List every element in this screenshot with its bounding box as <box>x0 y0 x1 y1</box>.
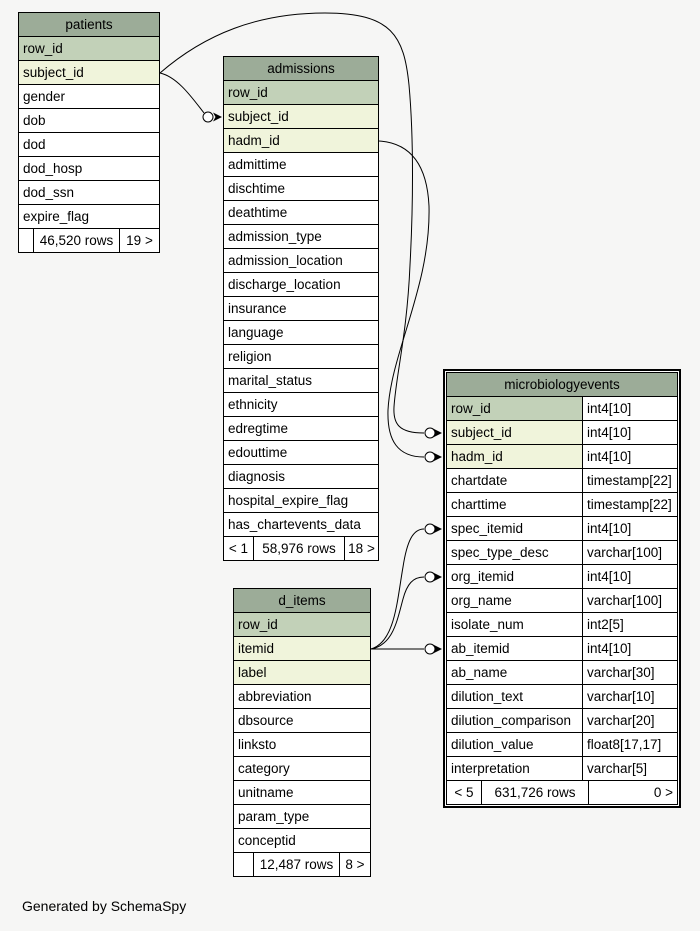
admissions-column-row-marital_status <box>224 369 378 393</box>
admissions-column-row-subject_id <box>224 105 378 129</box>
column-name: edregtime <box>224 417 378 440</box>
column-name: dod_ssn <box>19 181 159 204</box>
column-name: chartdate <box>447 469 582 492</box>
table-title-microbiologyevents[interactable]: microbiologyevents <box>447 373 677 397</box>
column-name: deathtime <box>224 201 378 224</box>
column-name: admission_type <box>224 225 378 248</box>
d_items-column-row-itemid <box>234 637 370 661</box>
column-name: param_type <box>234 805 370 828</box>
column-name: dob <box>19 109 159 132</box>
microbiologyevents-column-row-ab_name <box>447 661 677 685</box>
d_items-column-row-abbreviation <box>234 685 370 709</box>
endpoint-marker-microbiologyevents-hadm-id <box>425 452 442 462</box>
table-title-d-items[interactable]: d_items <box>234 589 370 613</box>
column-name: hadm_id <box>447 445 582 468</box>
column-type: int4[10] <box>582 517 677 540</box>
table-patients <box>18 12 160 253</box>
column-name: admittime <box>224 153 378 176</box>
column-name: discharge_location <box>224 273 378 296</box>
footer-row-count: 631,726 rows <box>481 781 588 804</box>
column-name: subject_id <box>447 421 582 444</box>
admissions-column-row-diagnosis <box>224 465 378 489</box>
column-name: itemid <box>234 637 370 660</box>
d_items-column-row-row_id <box>234 613 370 637</box>
column-type: varchar[100] <box>582 541 677 564</box>
endpoint-marker-admissions-subject-id <box>203 112 222 122</box>
column-type: varchar[30] <box>582 661 677 684</box>
admissions-column-row-edouttime <box>224 441 378 465</box>
column-type: varchar[100] <box>582 589 677 612</box>
microbiologyevents-column-row-isolate_num <box>447 613 677 637</box>
column-name: conceptid <box>234 829 370 852</box>
footer-prev-columns <box>234 853 253 876</box>
admissions-column-row-discharge_location <box>224 273 378 297</box>
column-type: timestamp[22] <box>582 469 677 492</box>
column-type: int2[5] <box>582 613 677 636</box>
microbiologyevents-column-row-subject_id <box>447 421 677 445</box>
patients-column-row-dod <box>19 133 159 157</box>
column-name: org_itemid <box>447 565 582 588</box>
admissions-column-row-deathtime <box>224 201 378 225</box>
patients-column-row-gender <box>19 85 159 109</box>
column-name: spec_itemid <box>447 517 582 540</box>
footer-row-count: 12,487 rows <box>253 853 339 876</box>
column-name: unitname <box>234 781 370 804</box>
microbiologyevents-column-row-chartdate <box>447 469 677 493</box>
column-name: isolate_num <box>447 613 582 636</box>
column-name: subject_id <box>224 105 378 128</box>
column-name: interpretation <box>447 757 582 780</box>
column-name: dod_hosp <box>19 157 159 180</box>
admissions-column-row-language <box>224 321 378 345</box>
d_items-column-row-conceptid <box>234 829 370 853</box>
column-name: ab_itemid <box>447 637 582 660</box>
admissions-column-row-admittime <box>224 153 378 177</box>
column-type: int4[10] <box>582 565 677 588</box>
column-name: hadm_id <box>224 129 378 152</box>
column-name: row_id <box>447 397 582 420</box>
patients-column-row-row_id <box>19 37 159 61</box>
rel-d-items-itemid-to-microbiologyevents-org-itemid <box>371 577 424 649</box>
column-name: dilution_comparison <box>447 709 582 732</box>
microbiologyevents-column-row-dilution_comparison <box>447 709 677 733</box>
endpoint-marker-microbiologyevents-org-itemid <box>425 572 442 582</box>
microbiologyevents-column-row-charttime <box>447 493 677 517</box>
column-name: insurance <box>224 297 378 320</box>
column-name: dilution_text <box>447 685 582 708</box>
column-name: admission_location <box>224 249 378 272</box>
column-name: charttime <box>447 493 582 516</box>
column-name: linksto <box>234 733 370 756</box>
table-title-patients[interactable]: patients <box>19 13 159 37</box>
table-footer-patients <box>19 229 159 252</box>
column-name: dilution_value <box>447 733 582 756</box>
microbiologyevents-column-row-org_name <box>447 589 677 613</box>
microbiologyevents-column-row-spec_type_desc <box>447 541 677 565</box>
microbiologyevents-column-row-org_itemid <box>447 565 677 589</box>
admissions-column-row-insurance <box>224 297 378 321</box>
admissions-column-row-edregtime <box>224 417 378 441</box>
d_items-column-row-category <box>234 757 370 781</box>
column-name: label <box>234 661 370 684</box>
microbiologyevents-column-row-spec_itemid <box>447 517 677 541</box>
admissions-column-row-hadm_id <box>224 129 378 153</box>
column-name: edouttime <box>224 441 378 464</box>
footer-next-columns: 0 > <box>588 781 677 804</box>
patients-column-row-dod_hosp <box>19 157 159 181</box>
footer-next-columns: 18 > <box>344 537 378 560</box>
table-footer-admissions <box>224 537 378 560</box>
endpoint-marker-microbiologyevents-spec-itemid <box>425 524 442 534</box>
column-name: abbreviation <box>234 685 370 708</box>
schemaspy-credit: Generated by SchemaSpy <box>22 898 187 914</box>
microbiologyevents-column-row-dilution_value <box>447 733 677 757</box>
d_items-column-row-param_type <box>234 805 370 829</box>
column-name: subject_id <box>19 61 159 84</box>
column-name: language <box>224 321 378 344</box>
column-type: float8[17,17] <box>582 733 677 756</box>
endpoint-marker-microbiologyevents-ab-itemid <box>425 644 442 654</box>
admissions-column-row-has_chartevents_data <box>224 513 378 537</box>
column-name: has_chartevents_data <box>224 513 378 536</box>
table-footer-d-items <box>234 853 370 876</box>
column-name: diagnosis <box>224 465 378 488</box>
column-name: category <box>234 757 370 780</box>
patients-column-row-subject_id <box>19 61 159 85</box>
column-name: religion <box>224 345 378 368</box>
d_items-column-row-label <box>234 661 370 685</box>
table-d-items <box>233 588 371 877</box>
footer-row-count: 46,520 rows <box>33 229 119 252</box>
table-microbiologyevents <box>443 369 681 808</box>
column-name: ethnicity <box>224 393 378 416</box>
table-title-admissions[interactable]: admissions <box>224 57 378 81</box>
column-name: row_id <box>19 37 159 60</box>
column-name: row_id <box>224 81 378 104</box>
microbiologyevents-column-row-row_id <box>447 397 677 421</box>
admissions-column-row-hospital_expire_flag <box>224 489 378 513</box>
column-type: int4[10] <box>582 637 677 660</box>
admissions-column-row-religion <box>224 345 378 369</box>
footer-next-columns: 19 > <box>119 229 159 252</box>
rel-admissions-hadm-id-to-microbiologyevents-hadm-id <box>379 141 429 457</box>
d_items-column-row-unitname <box>234 781 370 805</box>
microbiologyevents-column-row-interpretation <box>447 757 677 781</box>
admissions-column-row-row_id <box>224 81 378 105</box>
admissions-column-row-admission_type <box>224 225 378 249</box>
column-type: int4[10] <box>582 445 677 468</box>
column-type: varchar[20] <box>582 709 677 732</box>
admissions-column-row-dischtime <box>224 177 378 201</box>
column-name: org_name <box>447 589 582 612</box>
table-footer-microbiologyevents <box>447 781 677 804</box>
column-name: marital_status <box>224 369 378 392</box>
footer-row-count: 58,976 rows <box>253 537 344 560</box>
column-name: expire_flag <box>19 205 159 228</box>
column-name: dod <box>19 133 159 156</box>
footer-prev-columns: < 1 <box>228 541 249 556</box>
admissions-column-row-admission_location <box>224 249 378 273</box>
microbiologyevents-column-row-dilution_text <box>447 685 677 709</box>
column-name: row_id <box>234 613 370 636</box>
d_items-column-row-dbsource <box>234 709 370 733</box>
endpoint-marker-microbiologyevents-subject-id <box>425 428 442 438</box>
microbiologyevents-column-row-ab_itemid <box>447 637 677 661</box>
column-name: dischtime <box>224 177 378 200</box>
column-type: varchar[10] <box>582 685 677 708</box>
column-name: gender <box>19 85 159 108</box>
patients-column-row-expire_flag <box>19 205 159 229</box>
column-type: int4[10] <box>582 397 677 420</box>
footer-prev-columns <box>19 229 33 252</box>
patients-column-row-dod_ssn <box>19 181 159 205</box>
column-type: int4[10] <box>582 421 677 444</box>
admissions-column-row-ethnicity <box>224 393 378 417</box>
column-name: dbsource <box>234 709 370 732</box>
column-name: spec_type_desc <box>447 541 582 564</box>
footer-next-columns: 8 > <box>339 853 370 876</box>
rel-patients-subject-id-to-admissions-subject-id <box>160 73 204 113</box>
column-type: timestamp[22] <box>582 493 677 516</box>
table-microbiologyevents-inner <box>446 372 678 805</box>
footer-prev-columns: < 5 <box>454 785 474 800</box>
column-name: hospital_expire_flag <box>224 489 378 512</box>
column-name: ab_name <box>447 661 582 684</box>
d_items-column-row-linksto <box>234 733 370 757</box>
table-admissions <box>223 56 379 561</box>
microbiologyevents-column-row-hadm_id <box>447 445 677 469</box>
patients-column-row-dob <box>19 109 159 133</box>
column-type: varchar[5] <box>582 757 677 780</box>
